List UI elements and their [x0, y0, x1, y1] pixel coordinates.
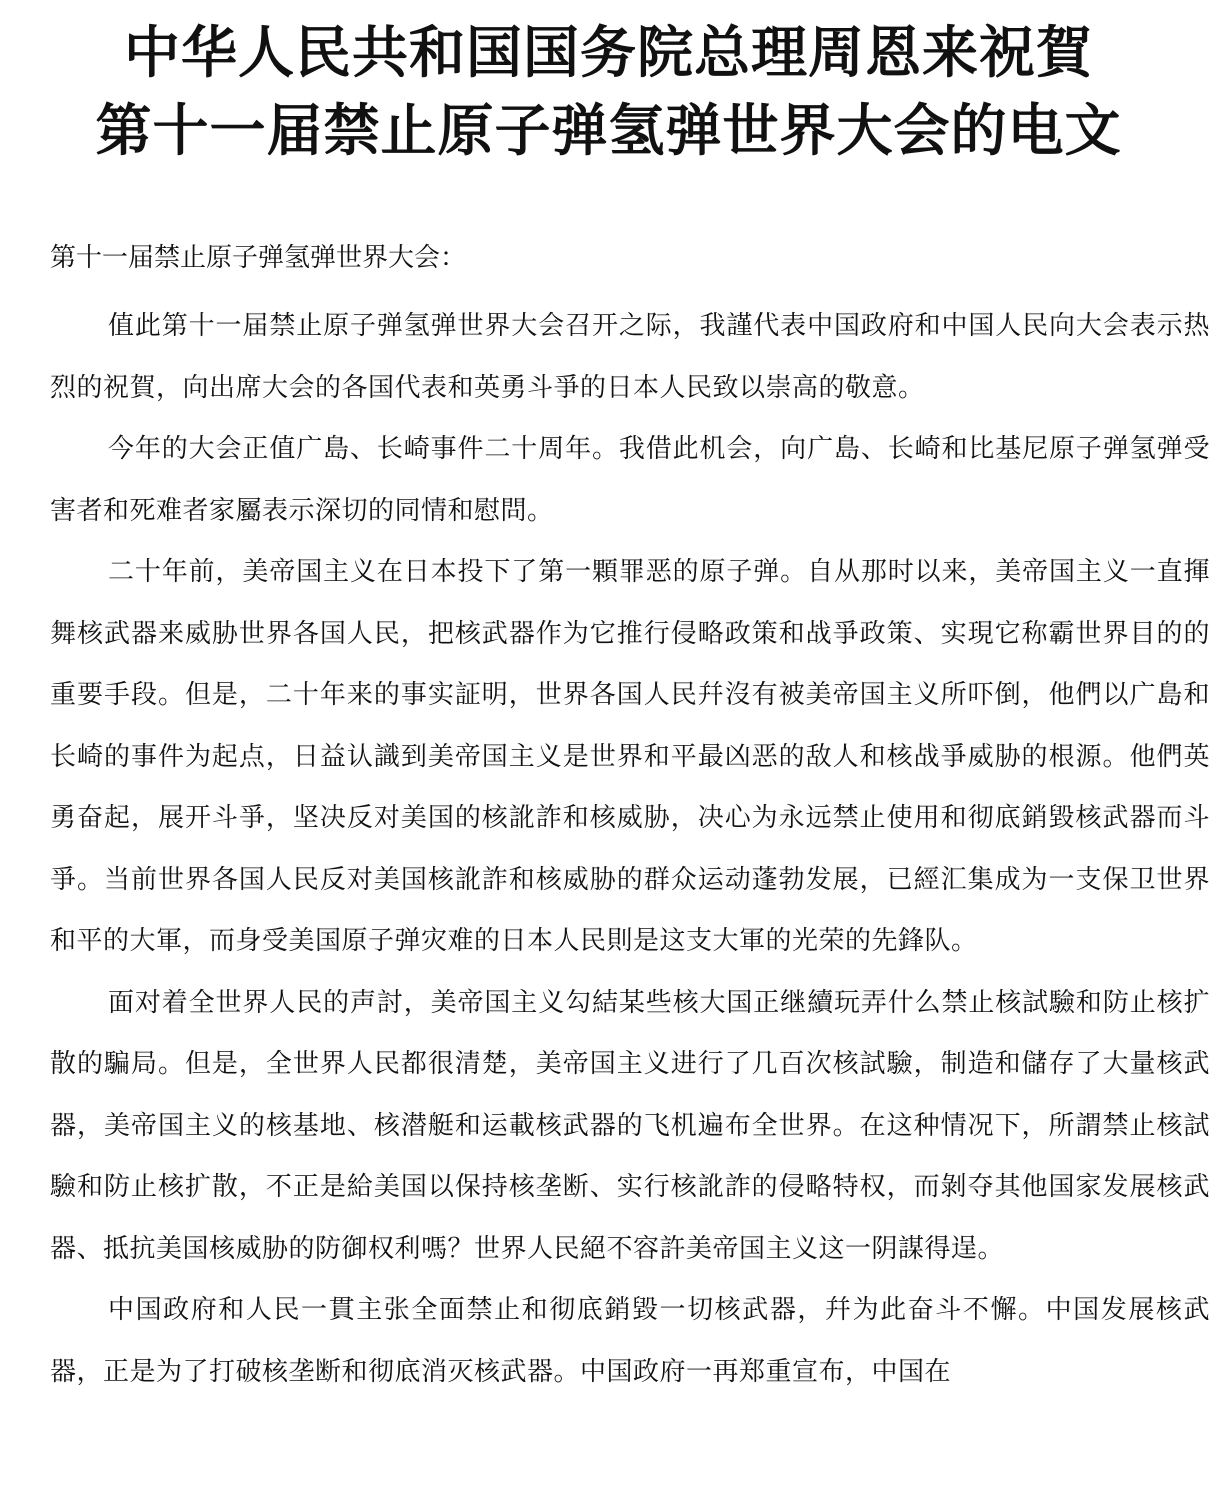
paragraph: 面对着全世界人民的声討，美帝国主义勾結某些核大国正继續玩弄什么禁止核試驗和防止核扩散的騙局。但是，全世界人民都很清楚，美帝国主义进行了几百次核試驗，制造和儲存了大量核武器，美帝国主义的核基地、核潜艇和运載核武器的飞机遍布全世界。在这种情况下，所謂禁止核試驗和防止核扩散，不正是給美国以保持核垄断、实行核訛詐的侵略特权，而剝夺其他国家发展核武器、抵抗美国核威胁的防御权利嗎？世界人民絕不容許美帝国主义这一阴謀得逞。 [50, 987, 1210, 1264]
paragraph: 中国政府和人民一貫主张全面禁止和彻底銷毀一切核武器，幷为此奋斗不懈。中国发展核武器，正是为了打破核垄断和彻底消灭核武器。中国政府一再郑重宣布，中国在 [50, 1295, 1210, 1387]
title-line-2: 第十一届禁止原子弹氢弹世界大会的电文 [95, 99, 1122, 164]
paragraph: 二十年前，美帝国主义在日本投下了第一顆罪恶的原子弹。自从那时以来，美帝国主义一直揮舞核武器来威胁世界各国人民，把核武器作为它推行侵略政策和战爭政策、实現它称霸世界目的的重要手段。但是，二十年来的事实証明，世界各国人民幷沒有被美帝国主义所吓倒，他們以广島和长崎的事件为起点，日益认識到美帝国主义是世界和平最凶恶的敌人和核战爭威胁的根源。他們英勇奋起，展开斗爭，坚决反对美国的核訛詐和核威胁，决心为永远禁止使用和彻底銷毀核武器而斗爭。当前世界各国人民反对美国核訛詐和核威胁的群众运动蓬勃发展，已經汇集成为一支保卫世界和平的大軍，而身受美国原子弹灾难的日本人民則是这支大軍的光荣的先鋒队。 [50, 557, 1210, 956]
salutation: 第十一届禁止原子弹氢弹世界大会： [50, 243, 467, 273]
paragraph: 值此第十一届禁止原子弹氢弹世界大会召开之际，我謹代表中国政府和中国人民向大会表示热烈的祝賀，向出席大会的各国代表和英勇斗爭的日本人民致以崇高的敬意。 [50, 311, 1210, 403]
title-line-1: 中华人民共和国国务院总理周恩来祝賀 [124, 21, 1093, 86]
document-title [0, 22, 1217, 164]
paragraph: 今年的大会正值广島、长崎事件二十周年。我借此机会，向广島、长崎和比基尼原子弹氢弹受害者和死难者家屬表示深切的同情和慰問。 [50, 434, 1210, 526]
document-body [50, 236, 1210, 1403]
